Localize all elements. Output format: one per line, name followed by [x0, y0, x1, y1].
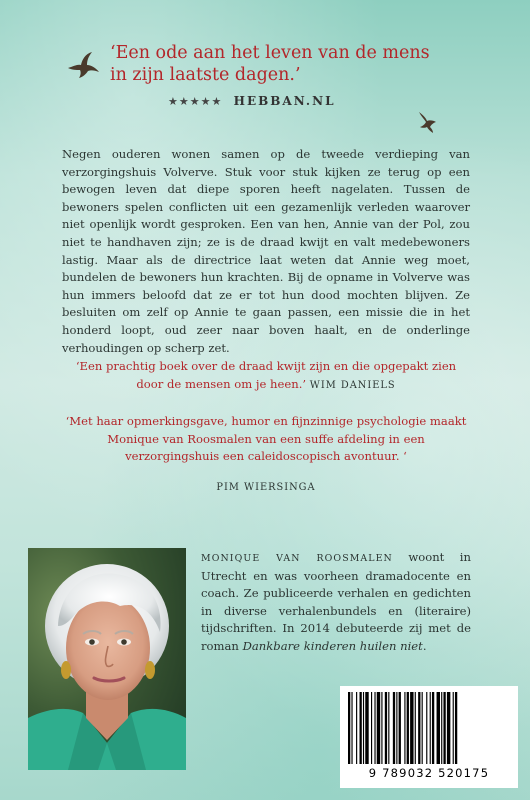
barcode-bar	[443, 692, 445, 764]
barcode-bar	[404, 692, 405, 764]
review-quote-text: ‘Een prachtig boek over de draad kwijt zijn en die opgepakt zien door de mensen om je heen.’	[75, 359, 457, 391]
barcode-bar	[396, 692, 397, 764]
barcode-bar	[447, 692, 450, 764]
barcode-bar	[418, 692, 420, 764]
rating-stars-icon: ★★★★★	[168, 95, 223, 108]
author-bio	[201, 549, 471, 656]
barcode-bar	[381, 692, 382, 764]
review-quote-attribution-pim: PIM WIERSINGA	[216, 482, 316, 493]
isbn-barcode	[340, 686, 518, 788]
barcode-bar	[415, 692, 416, 764]
barcode-bar	[422, 692, 423, 764]
barcode-bar	[351, 692, 352, 764]
barcode-bar	[426, 692, 427, 764]
isbn-number: 9 789032 520175	[368, 766, 490, 780]
rating-line	[168, 94, 408, 108]
barcode-bar	[363, 692, 364, 764]
barcode-icon	[340, 686, 518, 766]
review-quote-attribution: WIM DANIELS	[309, 379, 396, 391]
barcode-bar	[360, 692, 362, 764]
barcode-bar	[388, 692, 389, 764]
debut-novel-title: Dankbare kinderen huilen niet	[242, 638, 423, 653]
barcode-bar	[430, 692, 431, 764]
barcode-bar	[385, 692, 387, 764]
barcode-bar	[441, 692, 442, 764]
bird-left-icon	[66, 50, 100, 82]
author-name: MONIQUE VAN ROOSMALEN	[201, 553, 393, 564]
barcode-bar	[453, 692, 454, 764]
author-bio-text: woont in Utrecht en was voorheen dramadocente en coach. Ze publiceerde verhalen en gedichten in diverse verhalenbundels en (literaire) tijdschriften. In 2014 debuteerde zij met de roman	[201, 550, 471, 653]
author-bio-end: .	[422, 638, 427, 653]
barcode-bar	[377, 692, 380, 764]
barcode-bar	[374, 692, 375, 764]
barcode-bar	[455, 692, 457, 764]
barcode-bar	[410, 692, 413, 764]
barcode-bar	[348, 692, 350, 764]
author-photo	[28, 548, 186, 770]
barcode-bar	[407, 692, 409, 764]
barcode-bar	[399, 692, 401, 764]
barcode-bar	[432, 692, 434, 764]
barcode-bar	[371, 692, 372, 764]
barcode-bar	[356, 692, 357, 764]
review-quote-pim-wiersinga: ‘Met haar opmerkingsgave, humor en fijnzinnige psychologie maakt Monique van Roosmalen van een suffe afdeling in een verzorgingshuis een caleidoscopisch avontuur. ‘	[65, 414, 467, 464]
review-quote-wim-daniels	[62, 358, 470, 394]
barcode-bar	[365, 692, 368, 764]
barcode-bar	[393, 692, 395, 764]
blurb-paragraph: Negen ouderen wonen samen op de tweede verdieping van verzorgingshuis Volverve. Stuk voor stuk kijken ze terug op een bewogen leven dat diepe sporen heeft nagelaten. Tussen de bewoners spelen conflicten uit een gezamenlijk verleden waarover niet openlijk wordt gesproken. Een van hen, Annie van der Pol, zou niet te handhaven zijn; ze is de draad kwijt en valt medebewoners lastig. Maar als de directrice laat weten dat Annie weg moet, bundelen de bewoners hun krachten. Bij de opname in Volverve was hun immers beloofd dat ze er tot hun dood mochten blijven. Ze besluiten om zelf op Annie te gaan passen, een missie die in het honderd loopt, oud zeer naar boven haalt, en de onderlinge verhoudingen op scherp zet.	[62, 147, 470, 355]
barcode-bar	[437, 692, 440, 764]
bird-right-icon	[416, 108, 442, 134]
top-quote: ‘Een ode aan het leven van de mens in zijn laatste dagen.’	[110, 43, 430, 85]
rating-source: HEBBAN.NL	[233, 94, 336, 108]
